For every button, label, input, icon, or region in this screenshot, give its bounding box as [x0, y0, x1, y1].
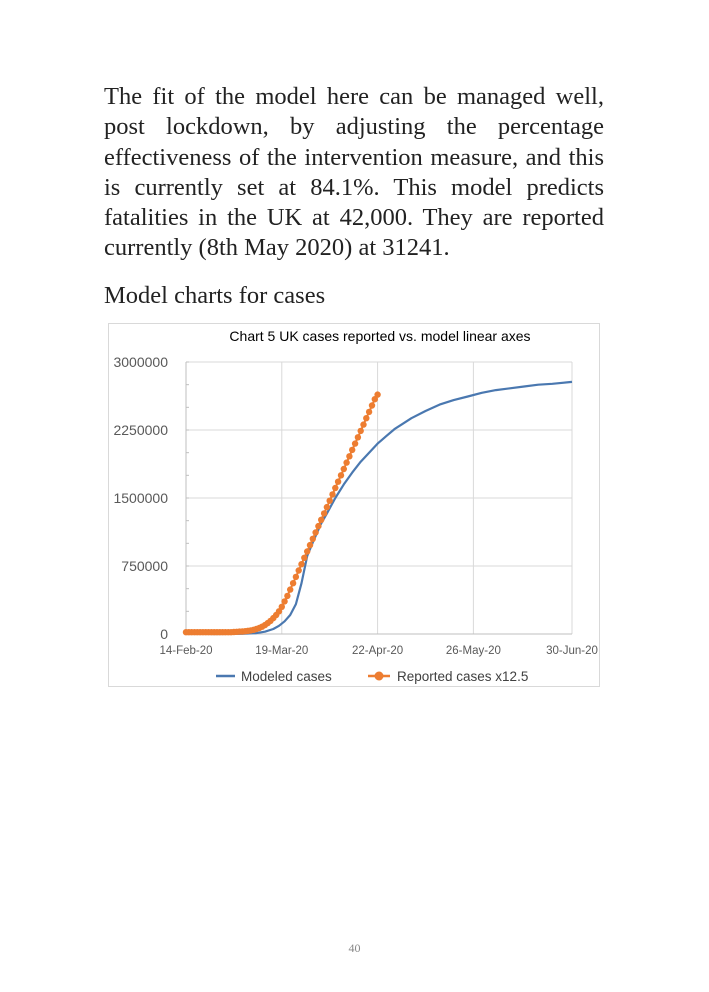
reported-cases-point [352, 440, 358, 446]
reported-cases-point [310, 536, 316, 542]
y-tick-label: 2250000 [113, 422, 168, 438]
page-number: 40 [348, 941, 361, 955]
reported-cases-point [355, 434, 361, 440]
reported-cases-point [315, 523, 321, 529]
reported-cases-point [346, 453, 352, 459]
reported-cases-point [327, 498, 333, 504]
reported-cases-point [287, 586, 293, 592]
reported-cases-point [343, 459, 349, 465]
reported-cases-point [374, 391, 380, 397]
reported-cases-point [307, 542, 313, 548]
x-tick-label: 30-Jun-20 [546, 645, 598, 657]
reported-cases-point [329, 491, 335, 497]
reported-cases-point [332, 485, 338, 491]
reported-cases-point [366, 409, 372, 415]
reported-cases-point [296, 567, 302, 573]
reported-cases-point [293, 574, 299, 580]
reported-cases-point [312, 529, 318, 535]
reported-cases-point [363, 415, 369, 421]
reported-cases-point [318, 517, 324, 523]
reported-cases-point [301, 555, 307, 561]
reported-cases-point [338, 472, 344, 478]
reported-cases-point [324, 504, 330, 510]
chart-title: Chart 5 UK cases reported vs. model linear axes [229, 328, 531, 344]
x-tick-label: 19-Mar-20 [255, 645, 309, 657]
reported-cases-point [349, 447, 355, 453]
chart-frame [109, 324, 600, 687]
section-heading: Model charts for cases [104, 282, 326, 309]
legend-modeled-label: Modeled cases [241, 669, 332, 684]
reported-cases-point [360, 421, 366, 427]
reported-cases-point [279, 604, 285, 610]
legend-reported-marker [375, 672, 384, 681]
reported-cases-point [335, 479, 341, 485]
x-tick-label: 22-Apr-20 [352, 645, 404, 657]
reported-cases-point [298, 561, 304, 567]
reported-cases-point [290, 580, 296, 586]
y-tick-label: 0 [160, 626, 168, 642]
body-paragraph: The fit of the model here can be managed well, post lockdown, by adjusting the percentage effectiveness of the intervention measure, and this is currently set at 84.1%. This model predicts fatalities in the UK at 42,000. They are reported currently (8th May 2020) at 31241. [104, 83, 604, 262]
reported-cases-point [284, 593, 290, 599]
reported-cases-point [304, 548, 310, 554]
reported-cases-point [341, 466, 347, 472]
y-tick-label: 750000 [121, 558, 168, 574]
reported-cases-point [281, 598, 287, 604]
x-tick-label: 14-Feb-20 [159, 645, 213, 657]
y-tick-label: 3000000 [113, 354, 168, 370]
reported-cases-point [321, 510, 327, 516]
chart-svg [108, 323, 600, 687]
x-tick-label: 26-May-20 [445, 645, 501, 657]
y-tick-label: 1500000 [113, 490, 168, 506]
legend-reported-label: Reported cases x12.5 [397, 669, 529, 684]
reported-cases-point [358, 428, 364, 434]
reported-cases-point [369, 402, 375, 408]
chart-container [108, 323, 600, 687]
